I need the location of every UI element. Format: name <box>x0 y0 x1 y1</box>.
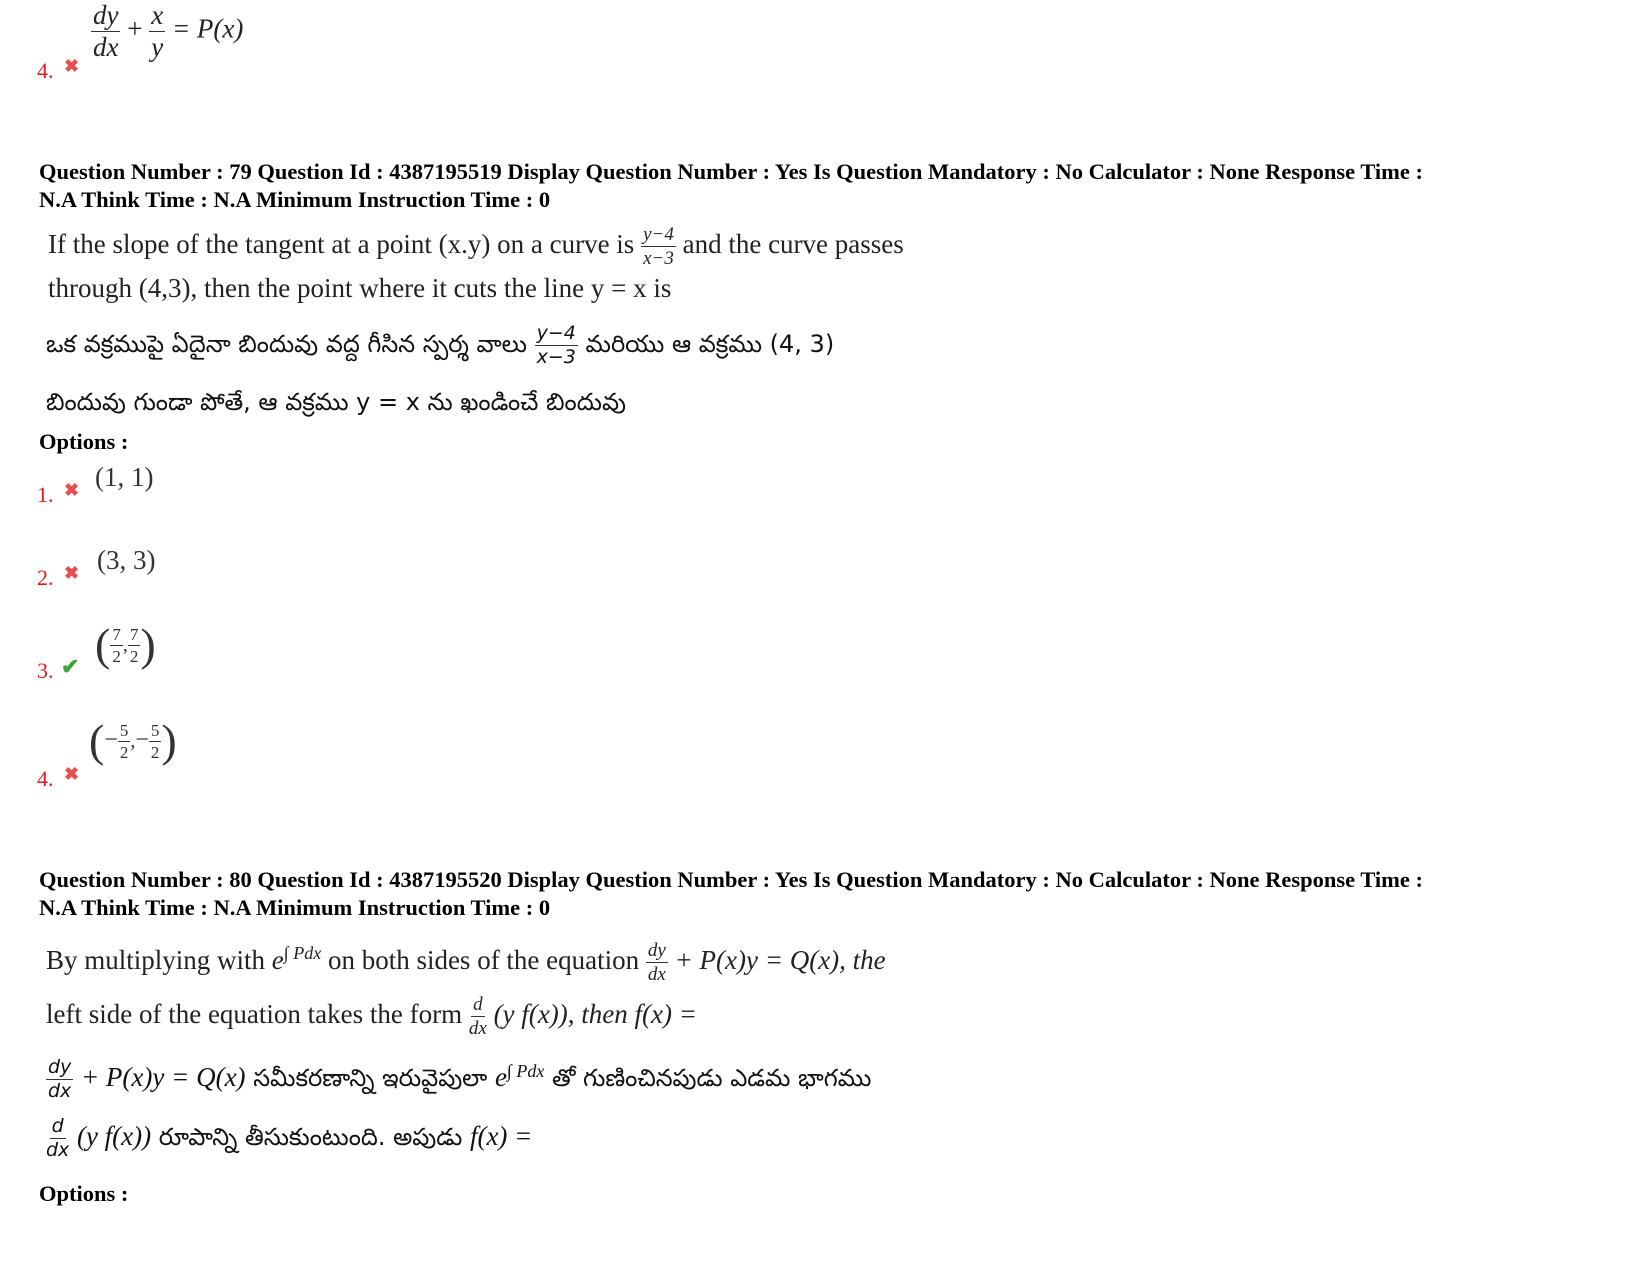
meta-line-1: Question Number : 79 Question Id : 4387195519 Display Question Number : Yes Is Question Mandatory : No Calculator : None Response Time : <box>39 159 1424 184</box>
option-number: 4. <box>37 766 54 791</box>
question-79-english <box>48 222 904 310</box>
option-value: (3, 3) <box>97 545 156 575</box>
option-number: 2. <box>37 565 54 590</box>
meta-line-2: N.A Think Time : N.A Minimum Instruction Time : 0 <box>39 895 551 920</box>
option-value: (− $\frac{5}{2}$ ,− $\frac{5}{2}$ ) <box>89 715 177 766</box>
q79-option-4 <box>37 715 437 793</box>
question-80-english <box>46 926 886 1041</box>
question-79-meta <box>39 158 1619 214</box>
q79-option-2 <box>37 545 437 605</box>
q80-en-line-1: By multiplying with $e^{\int Pdx}$ on both sides of the equation $\frac{dy}{dx}$ + P(x)y = Q(x), the <box>46 940 886 986</box>
q79-option-1 <box>37 462 437 522</box>
q79-te-line-2: బిందువు గుండా పోతే, ఆ వక్రము y = x ను ఖండించే బిందువు <box>46 388 626 416</box>
prev-option-4 <box>37 0 337 90</box>
option-value: ( $\frac{7}{2}$ , $\frac{7}{2}$ ) <box>95 619 156 670</box>
correct-check-icon: ✔ <box>61 654 80 679</box>
q79-te-line-1: ఒక వక్రముపై ఏదైనా బిందువు వద్ద గీసిన స్పర్శ వాలు $\frac{y-4}{x-3}$ మరియు ఆ వక్రము (4, 3) <box>46 321 835 368</box>
question-80-meta <box>39 866 1619 922</box>
question-79-telugu <box>46 318 834 428</box>
q79-en-line-2: through (4,3), then the point where it cuts the line y = x is <box>48 273 672 304</box>
q79-en-line-1: If the slope of the tangent at a point (x.y) on a curve is $\frac{y-4}{x-3}$ and the curve passes <box>48 224 904 270</box>
meta-line-1: Question Number : 80 Question Id : 4387195520 Display Question Number : Yes Is Question Mandatory : No Calculator : None Response Time : <box>39 867 1424 892</box>
option-number: 4. <box>37 58 54 83</box>
option-expression: $\frac{dy}{dx}$ + $\frac{x}{y}$ = P(x) <box>93 0 244 62</box>
q80-options-label: Options : <box>39 1181 129 1206</box>
option-value: (1, 1) <box>95 462 154 492</box>
q80-te-line-2: $\frac{d}{dx}$ (y f(x)) రూపాన్ని తీసుకుంటుంది. అపుడు f(x) = <box>46 1114 533 1161</box>
option-number: 1. <box>37 482 54 507</box>
question-80-telugu <box>46 1042 871 1166</box>
q79-option-3 <box>37 619 437 692</box>
q79-options-label: Options : <box>39 429 129 454</box>
wrong-mark-icon: ✖ <box>64 764 80 784</box>
q80-te-line-1: $\frac{dy}{dx}$ + P(x)y = Q(x) సమీకరణాన్ని ఇరువైపులా $e^{\int Pdx}$ తో గుణించినపుడు ఎడమ భాగము <box>48 1055 872 1102</box>
wrong-mark-icon: ✖ <box>64 563 80 583</box>
wrong-mark-icon: ✖ <box>64 480 80 500</box>
meta-line-2: N.A Think Time : N.A Minimum Instruction Time : 0 <box>39 187 551 212</box>
wrong-mark-icon: ✖ <box>64 56 80 76</box>
option-number: 3. <box>37 658 54 683</box>
q80-en-line-2: left side of the equation takes the form $\frac{d}{dx}$ (y f(x)), then f(x) = <box>46 994 697 1040</box>
